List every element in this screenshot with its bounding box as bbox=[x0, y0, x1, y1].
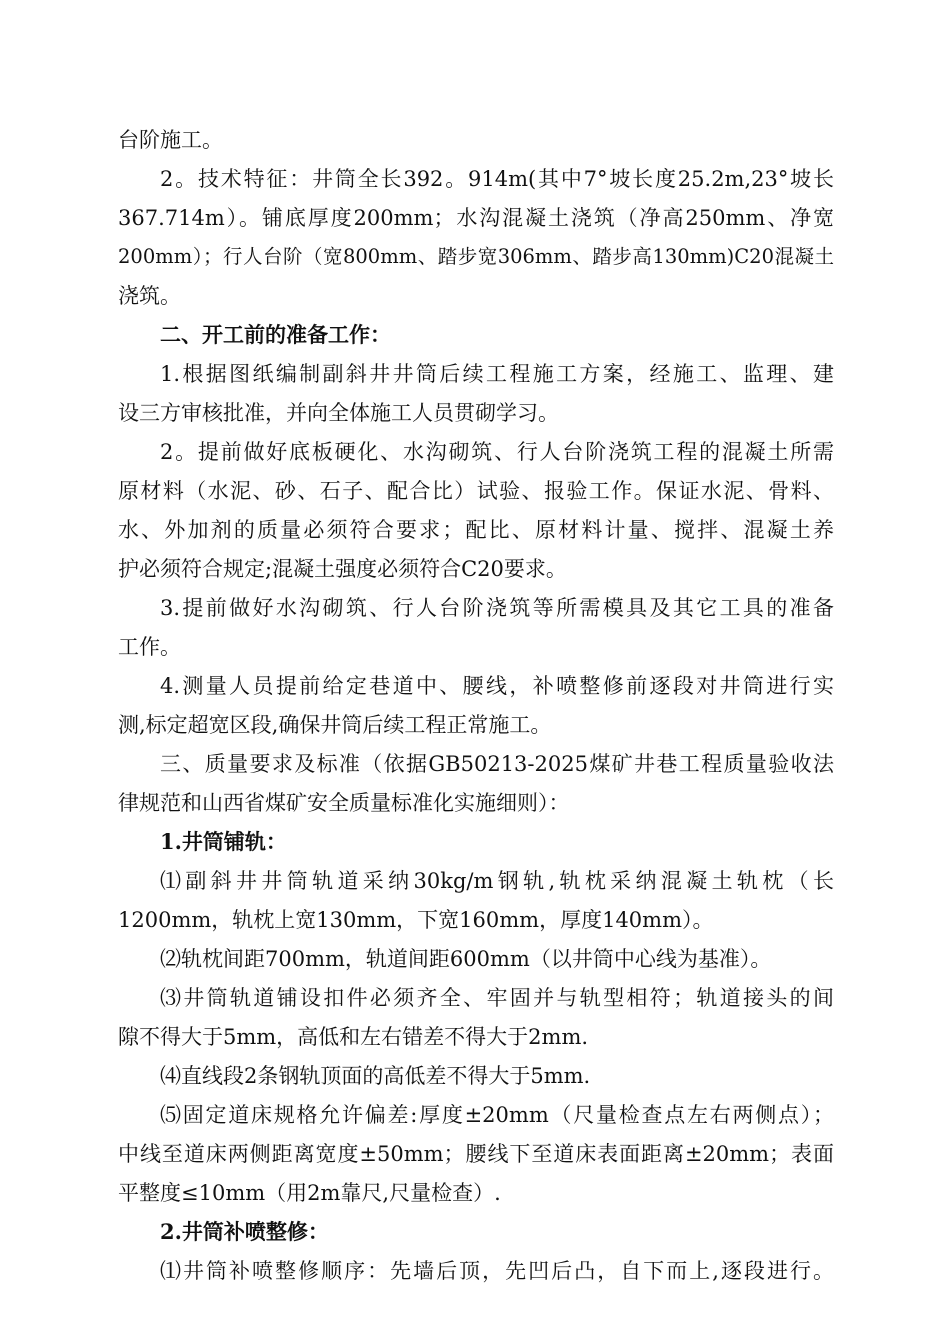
paragraph-line: ⑴井筒补喷整修顺序：先墙后顶，先凹后凸，自下而上,逐段进行。 bbox=[160, 1259, 834, 1283]
paragraph-line: 工作。 bbox=[118, 635, 181, 659]
paragraph-line: 中线至道床两侧距离宽度±50mm；腰线下至道床表面距离±20mm；表面 bbox=[118, 1142, 834, 1166]
paragraph-line: ⑷直线段2条钢轨顶面的高低差不得大于5mm. bbox=[160, 1064, 591, 1088]
paragraph-line: 浇筑。 bbox=[118, 284, 181, 308]
paragraph-line: 护必须符合规定;混凝土强度必须符合C20要求。 bbox=[118, 557, 567, 581]
paragraph-line: ⑶井筒轨道铺设扣件必须齐全、牢固并与轨型相符；轨道接头的间 bbox=[160, 986, 834, 1010]
paragraph-line: 2。提前做好底板硬化、水沟砌筑、行人台阶浇筑工程的混凝土所需 bbox=[160, 440, 834, 464]
paragraph-line: 台阶施工。 bbox=[118, 128, 223, 152]
subsection-heading: 1.井筒铺轨： bbox=[160, 829, 287, 854]
paragraph-line: 设三方审核批准，并向全体施工人员贯砌学习。 bbox=[118, 401, 559, 425]
paragraph-line: ⑴副斜井井筒轨道采纳30kg/m钢轨,轨枕采纳混凝土轨枕（长 bbox=[160, 869, 834, 893]
paragraph-line: 律规范和山西省煤矿安全质量标准化实施细则）： bbox=[118, 791, 570, 815]
paragraph-line: 水、外加剂的质量必须符合要求；配比、原材料计量、搅拌、混凝土养 bbox=[118, 518, 834, 542]
paragraph-line: 测,标定超宽区段,确保井筒后续工程正常施工。 bbox=[118, 713, 552, 737]
paragraph-line: ⑸固定道床规格允许偏差:厚度±20mm（尺量检查点左右两侧点）； bbox=[160, 1103, 834, 1127]
paragraph-line: 4.测量人员提前给定巷道中、腰线，补喷整修前逐段对井筒进行实 bbox=[160, 674, 834, 698]
paragraph-line: ⑵轨枕间距700mm，轨道间距600mm（以井筒中心线为基准）。 bbox=[160, 947, 772, 971]
paragraph-line: 2。技术特征：井筒全长392。914m(其中7°坡长度25.2m,23°坡长 bbox=[160, 167, 834, 191]
subsection-heading: 2.井筒补喷整修： bbox=[160, 1219, 329, 1244]
paragraph-line: 3.提前做好水沟砌筑、行人台阶浇筑等所需模具及其它工具的准备 bbox=[160, 596, 834, 620]
section-heading: 三、质量要求及标准（依据GB50213-2025煤矿井巷工程质量验收法 bbox=[160, 752, 834, 776]
paragraph-line: 平整度≤10mm（用2m靠尺,尺量检查）. bbox=[118, 1181, 501, 1205]
section-heading: 二、开工前的准备工作： bbox=[160, 322, 391, 347]
paragraph-line: 367.714m）。铺底厚度200mm；水沟混凝土浇筑（净高250mm、净宽 bbox=[118, 206, 834, 230]
paragraph-line: 1.根据图纸编制副斜井井筒后续工程施工方案，经施工、监理、建 bbox=[160, 362, 834, 386]
paragraph-line: 1200mm，轨枕上宽130mm，下宽160mm，厚度140mm）。 bbox=[118, 908, 714, 932]
paragraph-line: 200mm）；行人台阶（宽800mm、踏步宽306mm、踏步高130mm)C20混凝土 bbox=[118, 245, 834, 268]
paragraph-line: 原材料（水泥、砂、石子、配合比）试验、报验工作。保证水泥、骨料、 bbox=[118, 479, 834, 503]
paragraph-line: 隙不得大于5mm，高低和左右错差不得大于2mm. bbox=[118, 1025, 589, 1049]
